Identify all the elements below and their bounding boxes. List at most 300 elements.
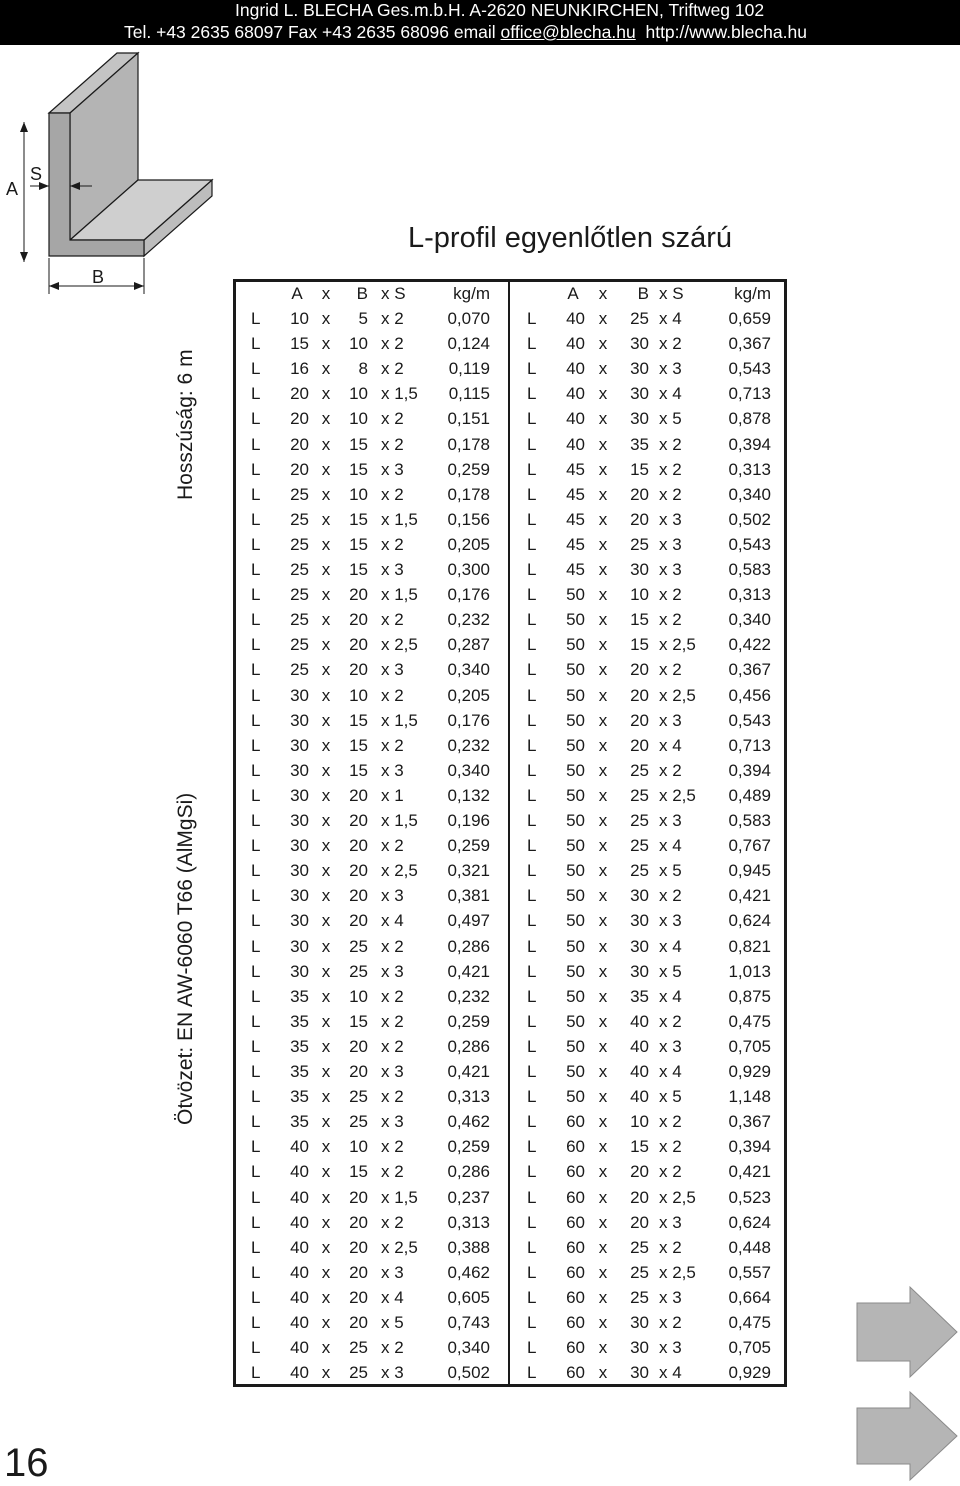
right-row-a: 40	[566, 309, 585, 328]
right-row-a: 45	[566, 534, 585, 554]
left-row-type: L	[251, 1162, 261, 1182]
right-row-kgm: 0,421	[728, 1162, 771, 1182]
left-row-x: x	[321, 334, 331, 354]
right-row-x: x	[598, 660, 608, 680]
right-row-x: x	[598, 409, 608, 429]
left-row-type: L	[251, 1187, 261, 1207]
left-row-b: 10	[349, 685, 368, 705]
left-row-b: 25	[349, 1112, 368, 1132]
right-row-type: L	[527, 836, 537, 856]
left-row-a: 30	[290, 936, 309, 956]
left-row-a: 25	[290, 585, 309, 605]
right-row-b: 30	[630, 961, 649, 981]
left-row-type: L	[251, 886, 261, 906]
left-row-a: 35	[290, 1062, 309, 1081]
left-row-x: x	[321, 585, 331, 605]
left-row-kgm: 0,124	[447, 334, 490, 354]
left-row-s: x 2	[381, 434, 404, 454]
right-row-kgm: 0,929	[728, 1363, 771, 1383]
right-row-a: 40	[566, 409, 585, 429]
table-column-divider	[508, 282, 510, 1384]
left-row-b: 8	[358, 359, 368, 379]
right-row-type: L	[527, 635, 537, 655]
left-row-x: x	[321, 1187, 331, 1207]
left-row-x: x	[321, 459, 331, 479]
right-row-s: x 2	[659, 334, 682, 354]
left-row-type: L	[251, 585, 261, 605]
right-row-kgm: 0,394	[728, 434, 771, 454]
right-row-s: x 3	[659, 534, 682, 554]
right-row-b: 20	[630, 1212, 649, 1232]
left-row-b: 20	[349, 886, 368, 906]
left-row-a: 25	[290, 534, 309, 554]
right-row-a: 50	[566, 811, 585, 830]
right-row-s: x 2	[659, 1237, 682, 1257]
left-row-s: x 3	[381, 660, 404, 680]
right-row-x: x	[598, 1162, 608, 1182]
right-row-a: 50	[566, 1062, 585, 1081]
left-row-x: x	[321, 986, 331, 1006]
left-row-a: 40	[290, 1363, 309, 1383]
right-row-b: 30	[630, 560, 649, 579]
right-row-b: 20	[630, 509, 649, 529]
left-row-type: L	[251, 1363, 261, 1383]
left-row-a: 25	[290, 509, 309, 529]
left-row-a: 30	[290, 961, 309, 981]
left-row-s: x 2	[381, 685, 404, 705]
left-row-type: L	[251, 509, 261, 529]
left-row-kgm: 0,176	[447, 585, 490, 605]
right-row-s: x 4	[659, 1062, 682, 1081]
left-row-a: 40	[290, 1187, 309, 1207]
right-row-kgm: 0,878	[728, 409, 771, 429]
left-header-x: x	[321, 284, 331, 303]
right-row-type: L	[527, 334, 537, 354]
right-row-a: 45	[566, 484, 585, 504]
right-row-kgm: 0,664	[728, 1287, 771, 1307]
right-row-s: x 2	[659, 585, 682, 605]
left-row-type: L	[251, 735, 261, 755]
left-row-x: x	[321, 409, 331, 429]
left-row-kgm: 0,205	[447, 534, 490, 554]
left-row-s: x 3	[381, 459, 404, 479]
right-row-s: x 5	[659, 409, 682, 429]
last-page-arrow-icon[interactable]	[855, 1390, 960, 1483]
right-row-kgm: 0,523	[728, 1187, 771, 1207]
right-row-x: x	[598, 1087, 608, 1107]
left-row-x: x	[321, 635, 331, 655]
right-row-x: x	[598, 1011, 608, 1031]
right-row-b: 20	[630, 1162, 649, 1182]
right-row-type: L	[527, 710, 537, 730]
left-row-x: x	[321, 610, 331, 630]
right-row-a: 60	[566, 1262, 585, 1282]
left-row-kgm: 0,605	[447, 1287, 490, 1307]
right-row-type: L	[527, 484, 537, 504]
left-row-b: 25	[349, 1087, 368, 1107]
right-row-a: 50	[566, 585, 585, 605]
right-row-s: x 2	[659, 886, 682, 906]
dim-b-label: B	[92, 267, 105, 287]
right-row-a: 60	[566, 1287, 585, 1307]
right-row-s: x 5	[659, 861, 682, 881]
right-row-s: x 3	[659, 1212, 682, 1232]
right-row-a: 50	[566, 911, 585, 931]
right-row-a: 50	[566, 760, 585, 780]
left-row-s: x 2	[381, 1036, 404, 1056]
right-row-s: x 4	[659, 735, 682, 755]
left-row-b: 5	[358, 309, 368, 328]
right-row-s: x 2	[659, 610, 682, 630]
left-row-s: x 2	[381, 1137, 404, 1157]
left-row-x: x	[321, 861, 331, 881]
left-row-a: 30	[290, 836, 309, 856]
left-row-a: 35	[290, 1087, 309, 1107]
left-row-b: 10	[349, 484, 368, 504]
right-row-a: 45	[566, 459, 585, 479]
left-row-type: L	[251, 986, 261, 1006]
right-row-x: x	[598, 1187, 608, 1207]
right-row-kgm: 0,875	[728, 986, 771, 1006]
left-row-type: L	[251, 811, 261, 830]
left-row-s: x 3	[381, 961, 404, 981]
left-row-a: 35	[290, 1112, 309, 1132]
right-row-b: 20	[630, 1187, 649, 1207]
right-row-x: x	[598, 334, 608, 354]
right-row-s: x 2	[659, 760, 682, 780]
right-row-s: x 2,5	[659, 785, 696, 805]
left-row-s: x 1,5	[381, 811, 418, 830]
right-row-b: 25	[630, 1287, 649, 1307]
left-row-x: x	[321, 509, 331, 529]
left-row-a: 30	[290, 785, 309, 805]
left-row-x: x	[321, 1338, 331, 1358]
right-row-kgm: 0,367	[728, 1112, 771, 1132]
left-row-a: 30	[290, 760, 309, 780]
right-row-type: L	[527, 660, 537, 680]
right-row-type: L	[527, 585, 537, 605]
length-label: Hosszúság: 6 m	[174, 349, 197, 500]
right-row-b: 35	[630, 434, 649, 454]
right-row-kgm: 0,421	[728, 886, 771, 906]
left-row-s: x 2	[381, 534, 404, 554]
left-row-b: 10	[349, 1137, 368, 1157]
left-row-s: x 2	[381, 836, 404, 856]
right-row-x: x	[598, 886, 608, 906]
left-row-x: x	[321, 660, 331, 680]
right-row-b: 10	[630, 585, 649, 605]
left-row-a: 35	[290, 1036, 309, 1056]
dim-b-arrow-left	[49, 282, 59, 290]
right-row-type: L	[527, 1187, 537, 1207]
left-row-a: 20	[290, 409, 309, 429]
right-row-x: x	[598, 836, 608, 856]
right-row-s: x 2	[659, 1137, 682, 1157]
left-row-a: 40	[290, 1338, 309, 1358]
left-row-x: x	[321, 534, 331, 554]
right-row-kgm: 0,624	[728, 911, 771, 931]
right-row-s: x 2,5	[659, 1187, 696, 1207]
right-row-b: 30	[630, 1338, 649, 1358]
right-row-s: x 2	[659, 1112, 682, 1132]
right-row-b: 25	[630, 760, 649, 780]
right-row-kgm: 0,489	[728, 785, 771, 805]
left-row-x: x	[321, 785, 331, 805]
left-row-s: x 2,5	[381, 635, 418, 655]
right-row-b: 30	[630, 359, 649, 379]
left-row-type: L	[251, 334, 261, 354]
right-row-x: x	[598, 760, 608, 780]
left-row-s: x 3	[381, 1262, 404, 1282]
right-row-s: x 4	[659, 309, 682, 328]
left-row-x: x	[321, 1112, 331, 1132]
left-row-kgm: 0,340	[447, 760, 490, 780]
right-row-s: x 3	[659, 560, 682, 579]
right-row-b: 20	[630, 484, 649, 504]
right-row-s: x 3	[659, 359, 682, 379]
left-row-a: 40	[290, 1237, 309, 1257]
left-row-kgm: 0,462	[447, 1112, 490, 1132]
left-row-type: L	[251, 1237, 261, 1257]
right-row-a: 50	[566, 861, 585, 881]
right-row-s: x 5	[659, 961, 682, 981]
left-row-a: 10	[290, 309, 309, 328]
right-row-s: x 4	[659, 936, 682, 956]
left-row-b: 20	[349, 610, 368, 630]
left-row-s: x 1,5	[381, 509, 418, 529]
right-row-type: L	[527, 1112, 537, 1132]
left-row-x: x	[321, 1162, 331, 1182]
right-row-x: x	[598, 309, 608, 328]
left-row-kgm: 0,119	[448, 359, 490, 379]
left-row-kgm: 0,421	[447, 1062, 490, 1081]
left-row-type: L	[251, 1036, 261, 1056]
left-row-s: x 3	[381, 886, 404, 906]
left-row-b: 25	[349, 936, 368, 956]
right-row-s: x 4	[659, 1363, 682, 1383]
right-row-b: 30	[630, 936, 649, 956]
right-row-x: x	[598, 459, 608, 479]
right-row-kgm: 0,475	[728, 1313, 771, 1332]
right-row-x: x	[598, 1287, 608, 1307]
right-row-b: 25	[630, 785, 649, 805]
right-row-b: 30	[630, 886, 649, 906]
left-row-b: 20	[349, 1036, 368, 1056]
next-page-arrow-icon[interactable]	[855, 1285, 960, 1380]
left-row-x: x	[321, 811, 331, 830]
right-row-type: L	[527, 610, 537, 630]
left-row-type: L	[251, 1262, 261, 1282]
right-row-b: 15	[630, 610, 649, 630]
left-row-x: x	[321, 384, 331, 404]
right-row-x: x	[598, 911, 608, 931]
right-row-b: 15	[630, 635, 649, 655]
right-row-a: 60	[566, 1112, 585, 1132]
left-row-b: 15	[349, 509, 368, 529]
left-row-type: L	[251, 610, 261, 630]
right-header-kgm: kg/m	[734, 284, 771, 303]
right-row-type: L	[527, 1338, 537, 1358]
right-row-type: L	[527, 309, 537, 328]
right-row-type: L	[527, 1313, 537, 1332]
left-row-kgm: 0,205	[447, 685, 490, 705]
left-header-a: A	[291, 284, 303, 303]
left-row-a: 25	[290, 635, 309, 655]
right-row-a: 50	[566, 836, 585, 856]
left-row-b: 15	[349, 735, 368, 755]
right-row-x: x	[598, 1212, 608, 1232]
right-row-b: 40	[630, 1062, 649, 1081]
right-row-x: x	[598, 359, 608, 379]
left-row-b: 20	[349, 585, 368, 605]
left-row-s: x 1,5	[381, 710, 418, 730]
left-row-kgm: 0,178	[447, 434, 490, 454]
left-row-type: L	[251, 635, 261, 655]
right-row-x: x	[598, 1112, 608, 1132]
right-header-b: B	[637, 284, 649, 303]
right-row-b: 40	[630, 1011, 649, 1031]
left-row-b: 20	[349, 1212, 368, 1232]
left-row-type: L	[251, 836, 261, 856]
right-row-a: 50	[566, 710, 585, 730]
right-row-type: L	[527, 785, 537, 805]
right-row-s: x 3	[659, 710, 682, 730]
right-row-b: 40	[630, 1036, 649, 1056]
right-row-a: 45	[566, 509, 585, 529]
left-row-x: x	[321, 836, 331, 856]
left-row-x: x	[321, 911, 331, 931]
right-row-kgm: 0,543	[728, 534, 771, 554]
right-row-type: L	[527, 1262, 537, 1282]
left-row-kgm: 0,232	[447, 735, 490, 755]
right-row-kgm: 1,148	[728, 1087, 771, 1107]
left-row-type: L	[251, 1011, 261, 1031]
right-row-a: 60	[566, 1162, 585, 1182]
right-row-x: x	[598, 635, 608, 655]
left-row-kgm: 0,176	[447, 710, 490, 730]
left-row-b: 20	[349, 660, 368, 680]
right-row-s: x 2,5	[659, 685, 696, 705]
right-row-b: 10	[630, 1112, 649, 1132]
right-row-a: 60	[566, 1338, 585, 1358]
left-row-s: x 2	[381, 1162, 404, 1182]
right-row-a: 40	[566, 384, 585, 404]
left-row-kgm: 0,259	[447, 459, 490, 479]
left-row-s: x 2,5	[381, 861, 418, 881]
left-row-type: L	[251, 1087, 261, 1107]
left-row-b: 20	[349, 1313, 368, 1332]
left-row-type: L	[251, 1313, 261, 1332]
right-row-a: 40	[566, 334, 585, 354]
left-row-b: 20	[349, 1262, 368, 1282]
right-row-type: L	[527, 1062, 537, 1081]
l-profile-diagram	[0, 48, 230, 298]
right-row-x: x	[598, 560, 608, 579]
left-row-a: 30	[290, 811, 309, 830]
right-row-type: L	[527, 1162, 537, 1182]
right-row-b: 30	[630, 409, 649, 429]
left-row-s: x 2	[381, 409, 404, 429]
left-row-s: x 4	[381, 1287, 404, 1307]
right-row-s: x 4	[659, 384, 682, 404]
left-row-b: 20	[349, 1187, 368, 1207]
right-row-kgm: 0,340	[728, 610, 771, 630]
right-row-kgm: 0,583	[728, 560, 771, 579]
left-row-kgm: 0,340	[447, 660, 490, 680]
right-row-s: x 4	[659, 836, 682, 856]
right-row-s: x 3	[659, 811, 682, 830]
right-header-x: x	[598, 284, 608, 303]
left-row-a: 25	[290, 560, 309, 579]
left-row-x: x	[321, 1137, 331, 1157]
left-row-x: x	[321, 1363, 331, 1383]
left-row-s: x 1,5	[381, 585, 418, 605]
dim-s-label: S	[30, 164, 43, 184]
right-row-type: L	[527, 911, 537, 931]
right-row-a: 40	[566, 434, 585, 454]
right-row-x: x	[598, 710, 608, 730]
left-row-type: L	[251, 309, 261, 328]
left-row-s: x 5	[381, 1313, 404, 1332]
left-row-type: L	[251, 434, 261, 454]
left-row-kgm: 0,286	[447, 936, 490, 956]
right-row-x: x	[598, 1062, 608, 1081]
right-row-s: x 2	[659, 434, 682, 454]
right-row-type: L	[527, 735, 537, 755]
right-header-s: x S	[659, 284, 684, 303]
right-row-type: L	[527, 359, 537, 379]
left-row-a: 20	[290, 434, 309, 454]
right-row-x: x	[598, 861, 608, 881]
right-row-a: 50	[566, 635, 585, 655]
left-row-kgm: 0,237	[447, 1187, 490, 1207]
right-row-a: 60	[566, 1212, 585, 1232]
right-row-x: x	[598, 936, 608, 956]
right-row-b: 30	[630, 384, 649, 404]
left-row-kgm: 0,196	[447, 811, 490, 830]
left-row-b: 10	[349, 334, 368, 354]
right-row-kgm: 0,583	[728, 811, 771, 830]
right-row-s: x 2,5	[659, 1262, 696, 1282]
right-row-a: 60	[566, 1187, 585, 1207]
left-row-b: 20	[349, 1287, 368, 1307]
left-row-a: 25	[290, 610, 309, 630]
website-link[interactable]: http://www.blecha.hu	[645, 22, 807, 42]
right-row-x: x	[598, 1137, 608, 1157]
right-row-b: 30	[630, 1313, 649, 1332]
left-row-s: x 3	[381, 1062, 404, 1081]
left-row-type: L	[251, 861, 261, 881]
left-row-kgm: 0,259	[447, 1137, 490, 1157]
left-row-s: x 2	[381, 1338, 404, 1358]
left-row-kgm: 0,313	[447, 1087, 490, 1107]
left-row-type: L	[251, 710, 261, 730]
right-row-x: x	[598, 585, 608, 605]
right-row-type: L	[527, 1212, 537, 1232]
left-row-kgm: 0,313	[447, 1212, 490, 1232]
right-row-b: 25	[630, 1262, 649, 1282]
right-row-x: x	[598, 534, 608, 554]
right-row-x: x	[598, 735, 608, 755]
right-row-b: 20	[630, 710, 649, 730]
left-row-a: 40	[290, 1137, 309, 1157]
right-row-type: L	[527, 760, 537, 780]
right-row-kgm: 0,821	[728, 936, 771, 956]
left-row-a: 30	[290, 886, 309, 906]
email-link[interactable]: office@blecha.hu	[500, 22, 636, 42]
right-row-kgm: 0,422	[728, 635, 771, 655]
left-row-a: 35	[290, 986, 309, 1006]
